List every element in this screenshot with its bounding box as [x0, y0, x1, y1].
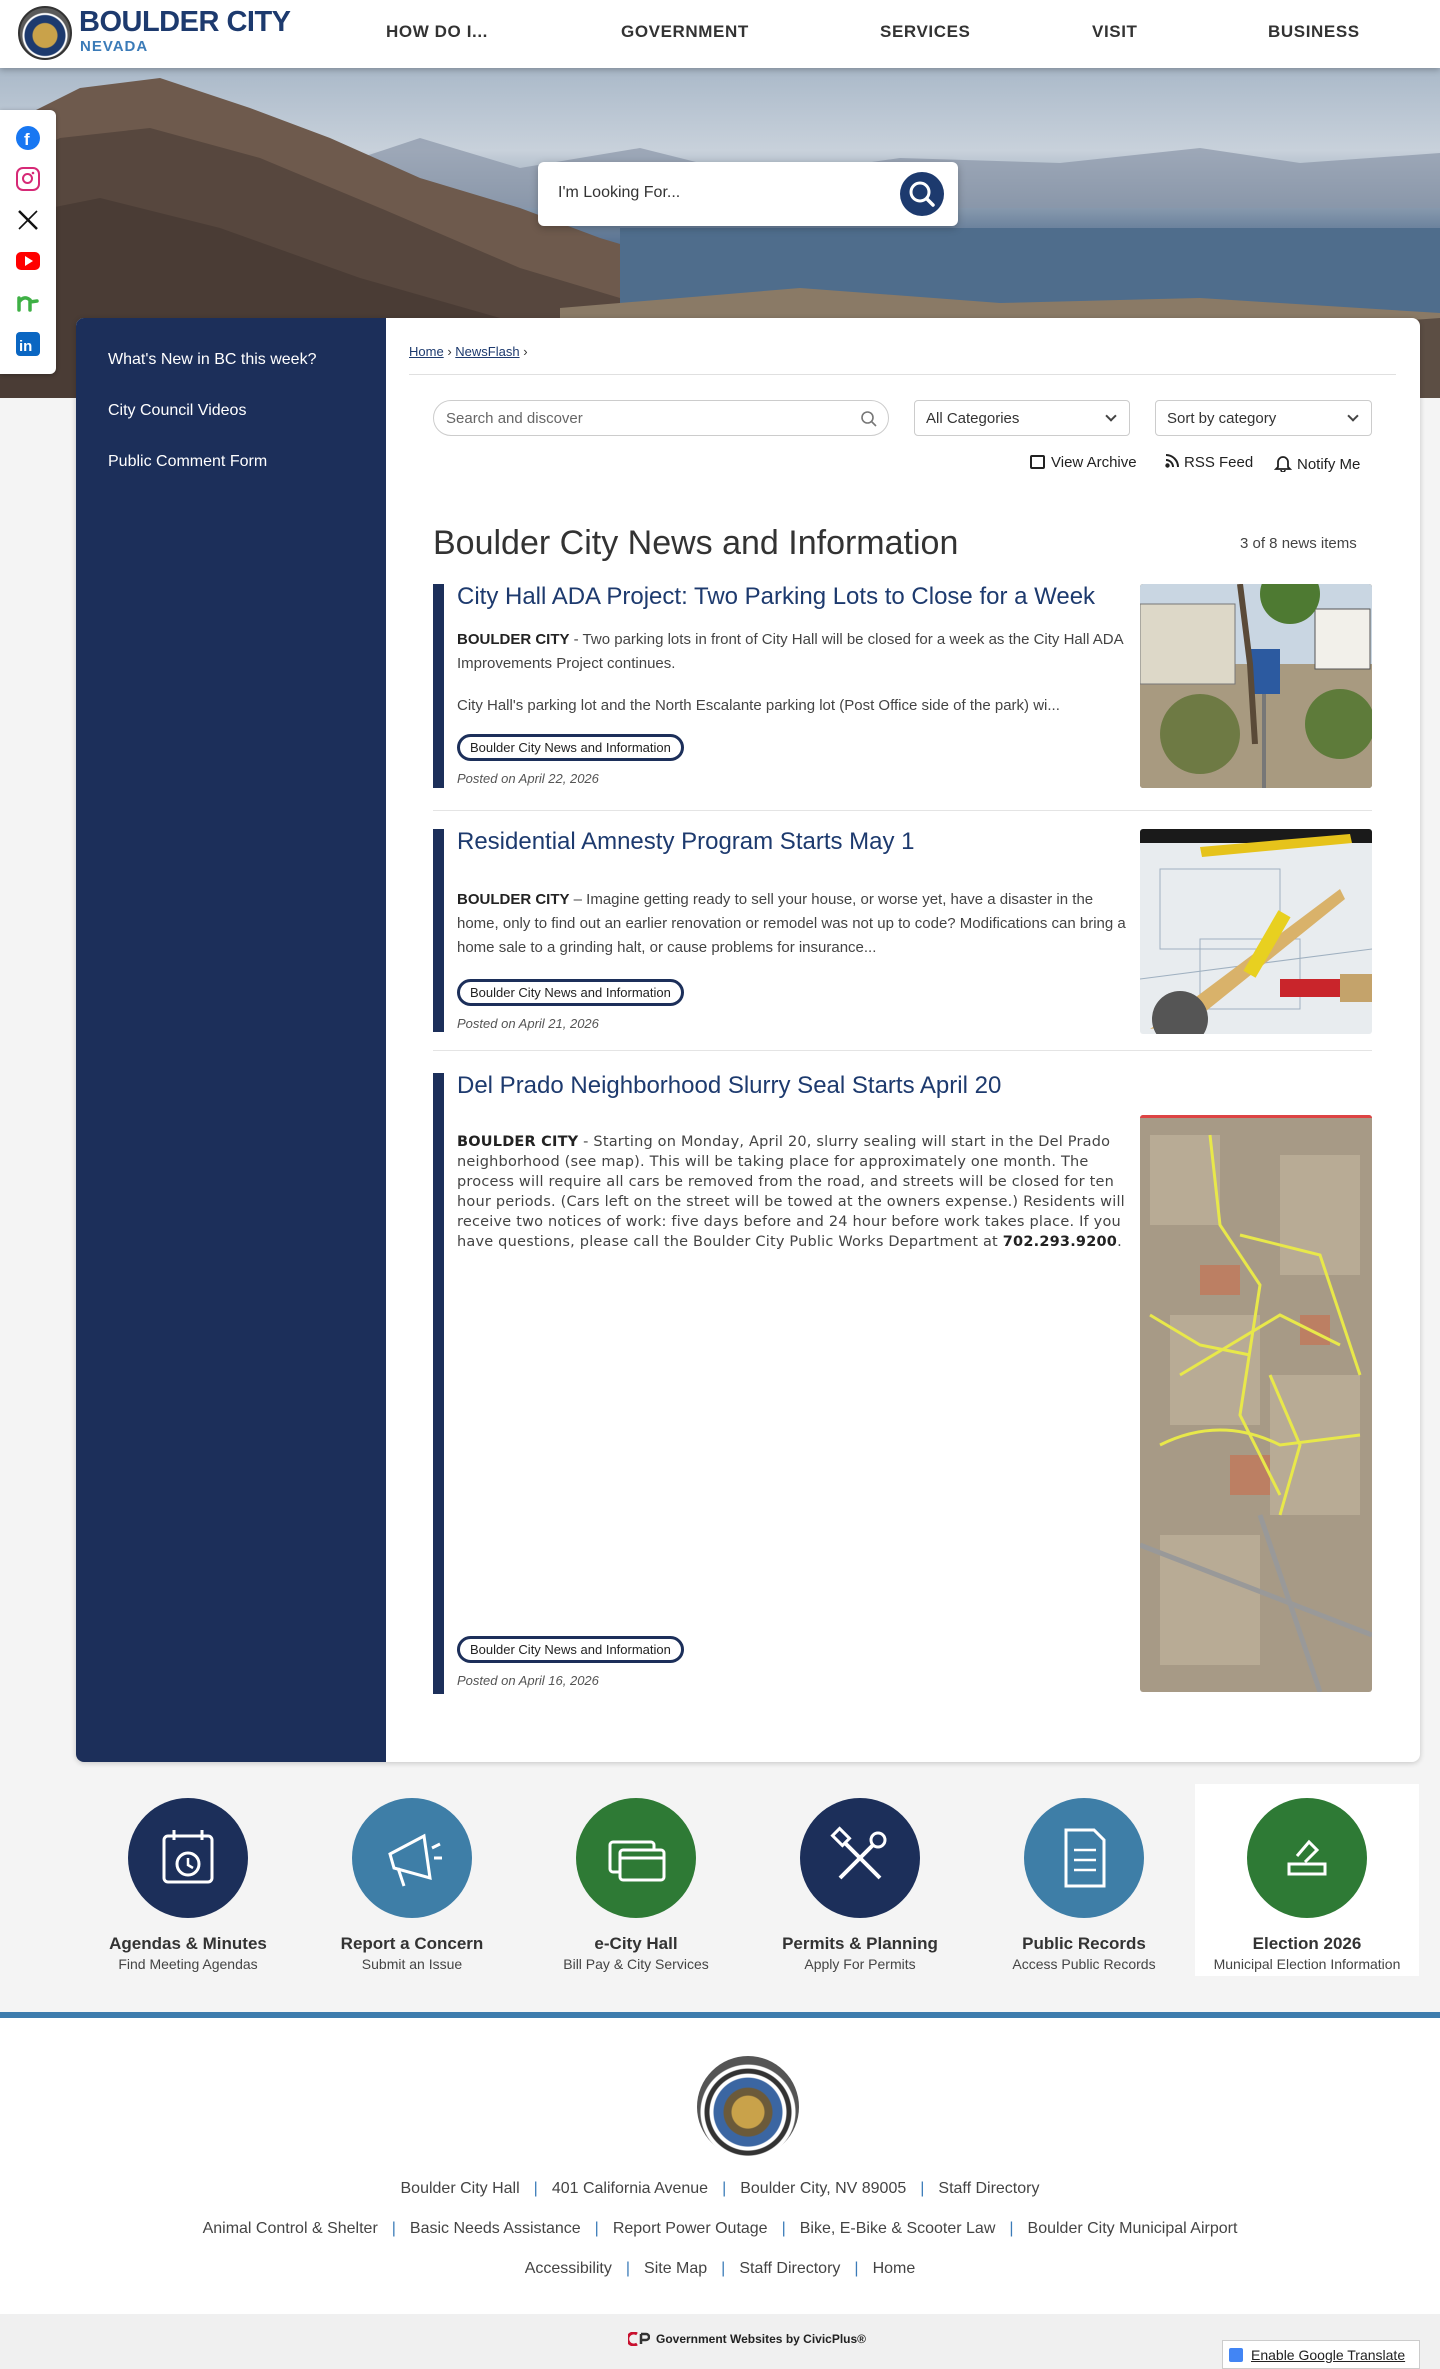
credit-card-icon — [576, 1798, 696, 1918]
quick-link-subtitle: Bill Pay & City Services — [563, 1956, 709, 1972]
instagram-icon[interactable] — [16, 167, 40, 191]
brand-title[interactable]: BOULDER CITY — [79, 6, 291, 38]
sidebar-nav — [76, 318, 386, 1762]
nav-visit[interactable]: VISIT — [1092, 22, 1138, 41]
sidebar-item-public-comment[interactable]: Public Comment Form — [108, 453, 268, 470]
site-search-box[interactable] — [538, 162, 958, 226]
news-category-tag[interactable]: Boulder City News and Information — [457, 979, 684, 1006]
sidebar-item-council-videos[interactable]: City Council Videos — [108, 402, 247, 419]
news-summary-continued: City Hall's parking lot and the North Escalante parking lot (Post Office side of the park) wi... — [457, 697, 1060, 714]
news-title[interactable]: Del Prado Neighborhood Slurry Seal Starts April 20 — [457, 1072, 1002, 1099]
nav-services[interactable]: SERVICES — [880, 22, 971, 41]
breadcrumb-separator: › — [447, 344, 452, 359]
google-translate-icon — [1229, 2348, 1243, 2362]
category-select-value: All Categories — [926, 410, 1020, 427]
main-content-card — [76, 318, 1420, 1762]
news-posted-date: Posted on April 16, 2026 — [457, 1673, 599, 1688]
footer-staff-directory[interactable]: Staff Directory — [938, 2180, 1040, 2197]
quick-link-title: Report a Concern — [340, 1934, 484, 1953]
quick-link-ecity-hall[interactable] — [524, 1784, 748, 1976]
sort-select[interactable] — [1155, 400, 1372, 436]
footer-address: 401 California Avenue — [551, 2180, 709, 2197]
nextdoor-icon[interactable] — [16, 291, 40, 315]
breadcrumb-home[interactable]: Home — [409, 344, 444, 359]
notify-me-link[interactable] — [1274, 454, 1360, 473]
news-thumbnail-tools[interactable] — [1140, 829, 1372, 1034]
parking-lot-photo — [1140, 584, 1372, 788]
civicplus-logo-icon — [628, 2332, 650, 2346]
news-title[interactable]: City Hall ADA Project: Two Parking Lots to Close for a Week — [457, 583, 1096, 610]
slurry-seal-aerial-map — [1140, 1115, 1372, 1692]
news-summary: BOULDER CITY - Two parking lots in front of City Hall will be closed for a week as the City Hall ADA Improvements Project continues. — [457, 631, 1123, 672]
sidebar-item-whats-new[interactable]: What's New in BC this week? — [108, 351, 317, 368]
search-icon[interactable] — [900, 172, 944, 216]
news-separator — [433, 810, 1372, 811]
tools-icon — [800, 1798, 920, 1918]
news-separator — [433, 1050, 1372, 1051]
google-translate-label: Enable Google Translate — [1251, 2347, 1406, 2363]
news-accent-bar — [433, 829, 444, 1032]
quick-link-report-concern[interactable] — [300, 1784, 524, 1976]
search-icon[interactable] — [860, 410, 878, 428]
quick-link-title: Permits & Planning — [782, 1934, 938, 1953]
footer-link-bike-law[interactable]: Bike, E-Bike & Scooter Law — [799, 2220, 996, 2237]
nav-business[interactable]: BUSINESS — [1268, 22, 1360, 41]
footer-city-state: Boulder City, NV 89005 — [740, 2180, 907, 2197]
breadcrumb-newsflash[interactable]: NewsFlash — [455, 344, 520, 359]
footer-contact-line: Boulder City Hall | 401 California Avenue | Boulder City, NV 89005 | Staff Directory — [400, 2180, 1040, 2197]
calendar-clock-icon — [128, 1798, 248, 1918]
quick-link-subtitle: Access Public Records — [1012, 1956, 1156, 1972]
quick-link-subtitle: Municipal Election Information — [1213, 1956, 1401, 1972]
footer-link-animal-control[interactable]: Animal Control & Shelter — [202, 2220, 378, 2237]
quick-link-permits[interactable] — [748, 1784, 972, 1976]
footer-link-airport[interactable]: Boulder City Municipal Airport — [1027, 2220, 1238, 2237]
civicplus-label: Government Websites by CivicPlus® — [656, 2332, 867, 2346]
news-thumbnail-map[interactable] — [1140, 1115, 1372, 1692]
quick-link-subtitle: Find Meeting Agendas — [118, 1956, 258, 1972]
linkedin-icon[interactable] — [16, 332, 40, 356]
news-category-tag[interactable]: Boulder City News and Information — [457, 734, 684, 761]
quick-link-agendas[interactable] — [76, 1784, 300, 1976]
footer-link-site-map[interactable]: Site Map — [644, 2260, 708, 2277]
archive-icon — [1030, 455, 1045, 469]
quick-link-subtitle: Submit an Issue — [361, 1956, 463, 1972]
nav-how-do-i[interactable]: HOW DO I... — [386, 22, 488, 41]
quick-link-title: Agendas & Minutes — [109, 1934, 267, 1953]
view-archive-label: View Archive — [1051, 454, 1137, 471]
civicplus-credit[interactable] — [628, 2332, 866, 2346]
quick-link-title: Public Records — [1022, 1934, 1146, 1953]
rss-feed-link[interactable] — [1165, 454, 1253, 471]
tools-on-blueprints-photo — [1140, 829, 1372, 1034]
footer-link-basic-needs[interactable]: Basic Needs Assistance — [409, 2220, 581, 2237]
news-posted-date: Posted on April 21, 2026 — [457, 1016, 599, 1031]
category-select[interactable] — [914, 400, 1130, 436]
facebook-icon[interactable] — [16, 126, 40, 150]
news-search-input[interactable]: Search and discover — [446, 410, 583, 427]
quick-link-title: e-City Hall — [594, 1934, 678, 1953]
footer-link-power-outage[interactable]: Report Power Outage — [612, 2220, 768, 2237]
quick-link-subtitle: Apply For Permits — [804, 1956, 916, 1972]
breadcrumb — [409, 344, 528, 359]
site-header — [0, 0, 1440, 68]
footer-city-seal[interactable] — [697, 2056, 799, 2158]
site-search-input[interactable]: I'm Looking For... — [558, 184, 681, 201]
rss-icon — [1165, 454, 1179, 468]
rss-feed-label: RSS Feed — [1184, 454, 1254, 471]
social-media-bar — [0, 110, 56, 374]
chevron-down-icon — [1347, 410, 1358, 421]
nav-government[interactable]: GOVERNMENT — [621, 22, 749, 41]
bell-icon — [1274, 454, 1292, 472]
chevron-down-icon — [1105, 410, 1116, 421]
quick-link-title: Election 2026 — [1252, 1934, 1362, 1953]
news-summary: BOULDER CITY - Starting on Monday, April 20, slurry sealing will start in the Del Prado neighborhood (see map). This will be taking place for approximately one month. The process will require all cars be removed from the road, and streets will be closed for ten hour periods. (Cars left on the street will be towed at the owners expense.) Residents will receive two notices of work: five days before and 24 hour before work takes place. If you have questions, please call the Boulder City Public Works Department at 702.293.9200. — [457, 1134, 1125, 1250]
news-category-tag[interactable]: Boulder City News and Information — [457, 1636, 684, 1663]
notify-me-label: Notify Me — [1297, 456, 1361, 473]
document-icon — [1024, 1798, 1144, 1918]
megaphone-icon — [352, 1798, 472, 1918]
ballot-icon — [1247, 1798, 1367, 1918]
footer-link-staff-directory[interactable]: Staff Directory — [739, 2260, 841, 2277]
news-summary: BOULDER CITY – Imagine getting ready to sell your house, or worse yet, have a disaster in the home, only to find out an earlier renovation or remodel was not up to code? Modifications can bring a home sale to a grinding halt, or cause problems for insurance... — [457, 891, 1126, 956]
divider — [409, 374, 1396, 375]
news-posted-date: Posted on April 22, 2026 — [457, 771, 599, 786]
sort-select-value: Sort by category — [1167, 410, 1277, 427]
page-title: Boulder City News and Information — [433, 524, 959, 562]
footer-city-hall: Boulder City Hall — [400, 2180, 520, 2197]
quick-link-election[interactable] — [1195, 1784, 1419, 1976]
footer-utility-line: Accessibility | Site Map | Staff Directory | Home — [524, 2260, 916, 2277]
footer-link-home[interactable]: Home — [872, 2260, 916, 2277]
city-seal-logo[interactable] — [18, 6, 72, 60]
x-icon[interactable] — [16, 208, 40, 232]
quick-link-public-records[interactable] — [972, 1784, 1196, 1976]
footer-link-accessibility[interactable]: Accessibility — [524, 2260, 612, 2277]
youtube-icon[interactable] — [16, 252, 40, 270]
svg-text:in: in — [19, 338, 33, 355]
news-accent-bar — [433, 1073, 444, 1694]
breadcrumb-separator: › — [523, 344, 528, 359]
news-search-box[interactable] — [433, 400, 889, 436]
news-accent-bar — [433, 584, 444, 788]
view-archive-link[interactable] — [1030, 454, 1137, 471]
google-translate-button[interactable] — [1222, 2340, 1420, 2369]
footer-links-line: Animal Control & Shelter | Basic Needs Assistance | Report Power Outage | Bike, E-Bike & Scooter Law | Boulder City Municipal Airport — [202, 2220, 1238, 2237]
news-title[interactable]: Residential Amnesty Program Starts May 1 — [457, 828, 915, 855]
svg-text:f: f — [24, 130, 30, 149]
news-count: 3 of 8 news items — [1240, 535, 1357, 552]
brand-subtitle[interactable]: NEVADA — [80, 38, 149, 55]
news-thumbnail-parking[interactable] — [1140, 584, 1372, 788]
